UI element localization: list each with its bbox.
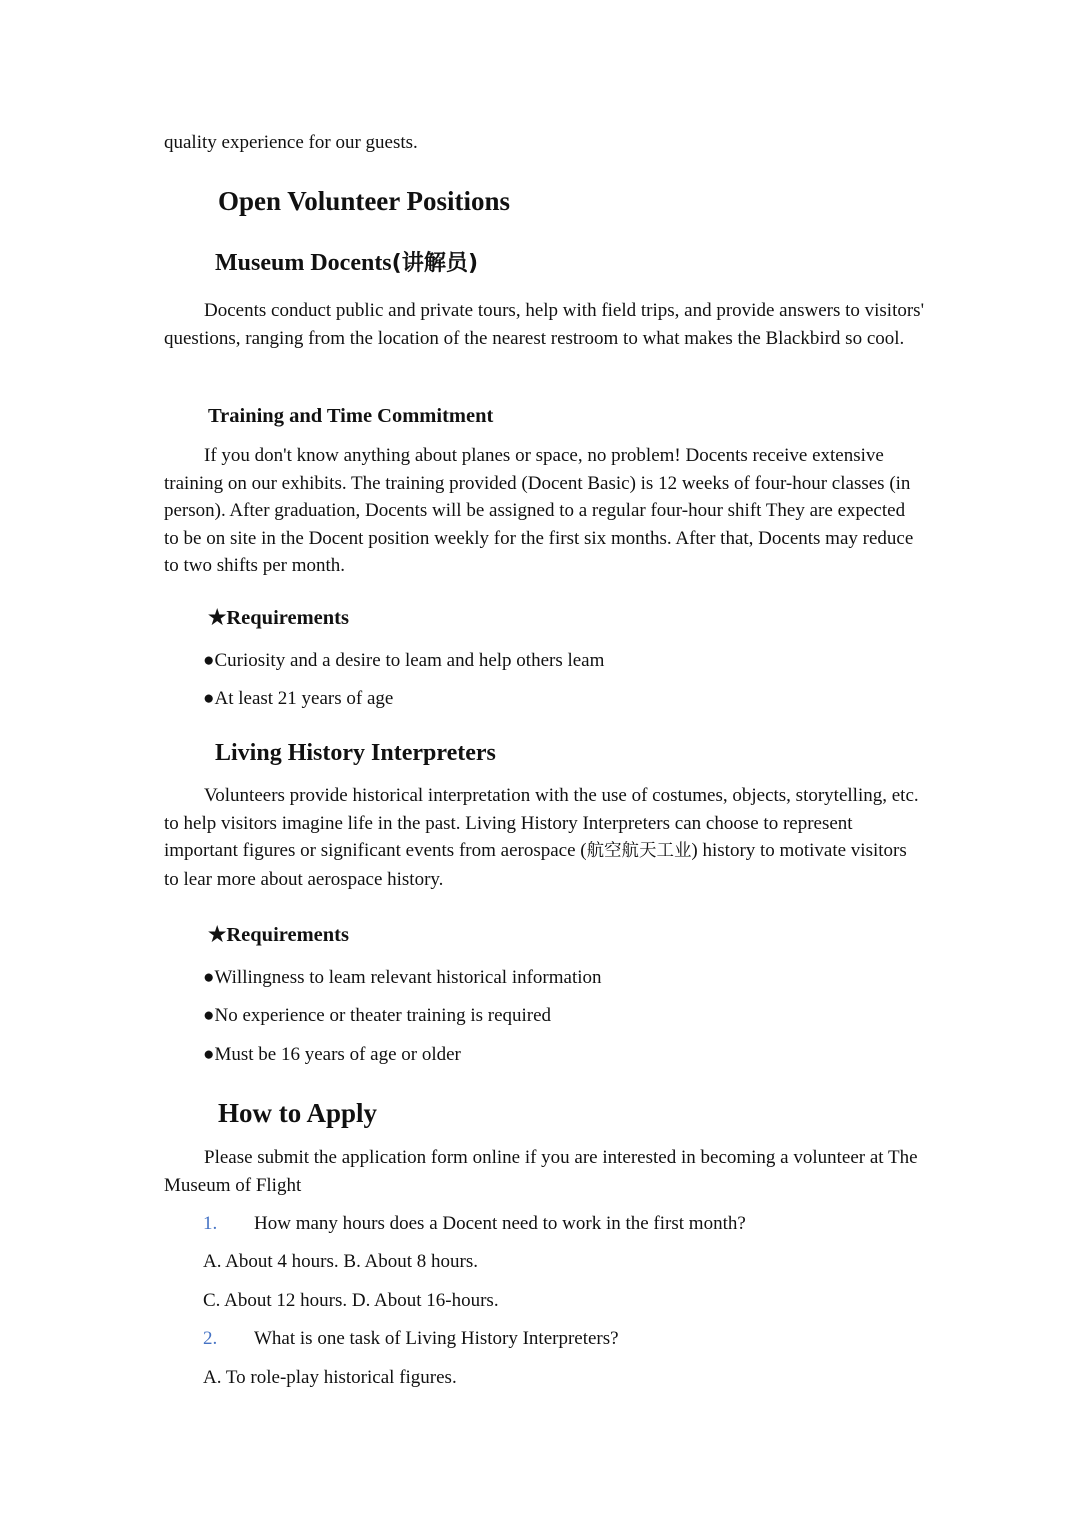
how-to-apply-text: Please submit the application form online if you are interested in becoming a volunteer at The Museum of Flight (164, 1147, 918, 1196)
question-1 (203, 1211, 746, 1237)
question-option-line: A. About 4 hours. B. About 8 hours. (203, 1251, 478, 1272)
docents-requirement-item: ●At least 21 years of age (203, 688, 394, 709)
question-option-line: A. To role-play historical figures. (203, 1367, 457, 1388)
intro-tail-text: quality experience for our guests. (164, 132, 418, 153)
interpreters-requirement-item: ●Willingness to leam relevant historical information (203, 967, 602, 988)
docents-requirement-item: ●Curiosity and a desire to leam and help others leam (203, 650, 605, 671)
interpreters-requirement-item: ●No experience or theater training is required (203, 1005, 552, 1026)
question-number: 2. (203, 1328, 218, 1349)
docents-heading-cn: (讲解员) (391, 251, 479, 276)
interpreters-description-part: Volunteers provide historical interpretation with the use of costumes, objects, storytelling, etc. to help visitors imagine life in the past. Living History Interpreters can choose to represent important figures or significant events from aerospace ( (164, 785, 919, 861)
question-text: What is one task of Living History Interpreters? (254, 1328, 619, 1349)
how-to-apply-heading: How to Apply (218, 1098, 378, 1128)
question-text: How many hours does a Docent need to work in the first month? (254, 1213, 746, 1234)
interpreters-heading: Living History Interpreters (215, 740, 496, 766)
training-heading: Training and Time Commitment (208, 405, 494, 427)
open-positions-heading: Open Volunteer Positions (218, 186, 511, 216)
docents-requirements-heading: ★Requirements (208, 607, 349, 629)
question-option-line: C. About 12 hours. D. About 16-hours. (203, 1290, 499, 1311)
interpreters-requirements-heading: ★Requirements (208, 924, 349, 946)
interpreters-description-part: ) history to motivate visitors to lear more about aerospace history. (164, 840, 907, 890)
question-number: 1. (203, 1213, 218, 1234)
docents-heading (215, 248, 478, 279)
question-2 (203, 1326, 619, 1352)
training-text: If you don't know anything about planes or space, no problem! Docents receive extensive training on our exhibits. The training provided (Docent Basic) is 12 weeks of four-hour classes (in person). After graduation, Docents will be assigned to a regular four-hour shift They are expected to be on site in the Docent position weekly for the first six months. After that, Docents may reduce to two shifts per month. (164, 445, 914, 576)
interpreters-description (164, 782, 924, 893)
interpreters-description-cn: 航空航天工业 (586, 841, 692, 861)
docents-description: Docents conduct public and private tours, help with field trips, and provide answers to visitors' questions, ranging from the location of the nearest restroom to what makes the Blackbird so cool. (164, 300, 924, 349)
interpreters-requirement-item: ●Must be 16 years of age or older (203, 1044, 461, 1065)
docents-heading-text: Museum Docents (215, 250, 392, 276)
